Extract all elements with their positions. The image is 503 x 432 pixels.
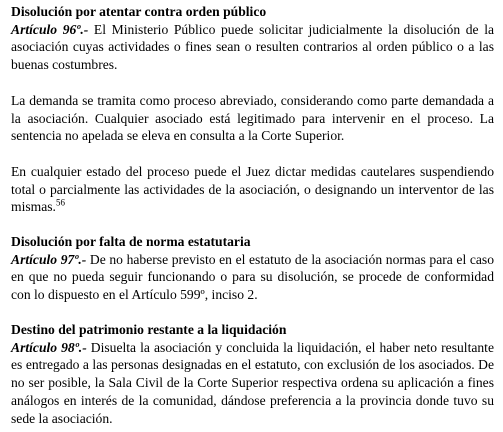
footnote-ref: 56: [55, 197, 65, 208]
article-label: Artículo 98º.-: [11, 339, 87, 355]
section-art-98: [11, 321, 494, 427]
body-paragraph: La demanda se tramita como proceso abreviado, considerando como parte demandada a la asociación. Cualquier asociado está legitimado para intervenir en el proceso. La sentencia no apelada se eleva en consulta a la Corte Superior.: [11, 93, 494, 144]
article-label: Artículo 97º.-: [11, 251, 87, 267]
article-text: El Ministerio Público puede solicitar judicialmente la disolución de la asociación cuyas actividades o fines sean o resulten contrarios al orden público o a las buenas costumbres.: [11, 21, 495, 73]
article-label: Artículo 96º.-: [11, 21, 89, 37]
article-paragraph: [11, 251, 494, 304]
article-text: De no haberse previsto en el estatuto de la asociación normas para el caso en que no pueda seguir funcionando o para su disolución, se procede de conformidad con lo dispuesto en el Artículo 599º, inciso 2.: [11, 251, 494, 303]
section-medidas-cautelares: [11, 163, 494, 216]
paragraph-text: En cualquier estado del proceso puede el Juez dictar medidas cautelares suspendiendo total o parcialmente las actividades de la asociación, o designando un interventor de las mismas.: [11, 164, 494, 215]
body-paragraph: [11, 163, 494, 216]
article-paragraph: [11, 21, 494, 74]
section-heading: Disolución por atentar contra orden público: [11, 4, 267, 19]
section-art-97: [11, 233, 494, 304]
section-demanda: [11, 92, 494, 145]
article-paragraph: [11, 339, 494, 428]
article-text: Disuelta la asociación y concluida la liquidación, el haber neto resultante es entregado a las personas designadas en el estatuto, con exclusión de los asociados. De no ser posible, la Sala Civil de la Corte Superior respectiva ordena su aplicación a fines análogos en interés de la comunidad, dándose preferencia a la provincia donde tuvo su sede la asociación.: [11, 339, 494, 426]
section-heading: Disolución por falta de norma estatutaria: [11, 234, 251, 249]
section-art-96: [11, 3, 494, 74]
section-heading: Destino del patrimonio restante a la liquidación: [11, 322, 287, 337]
